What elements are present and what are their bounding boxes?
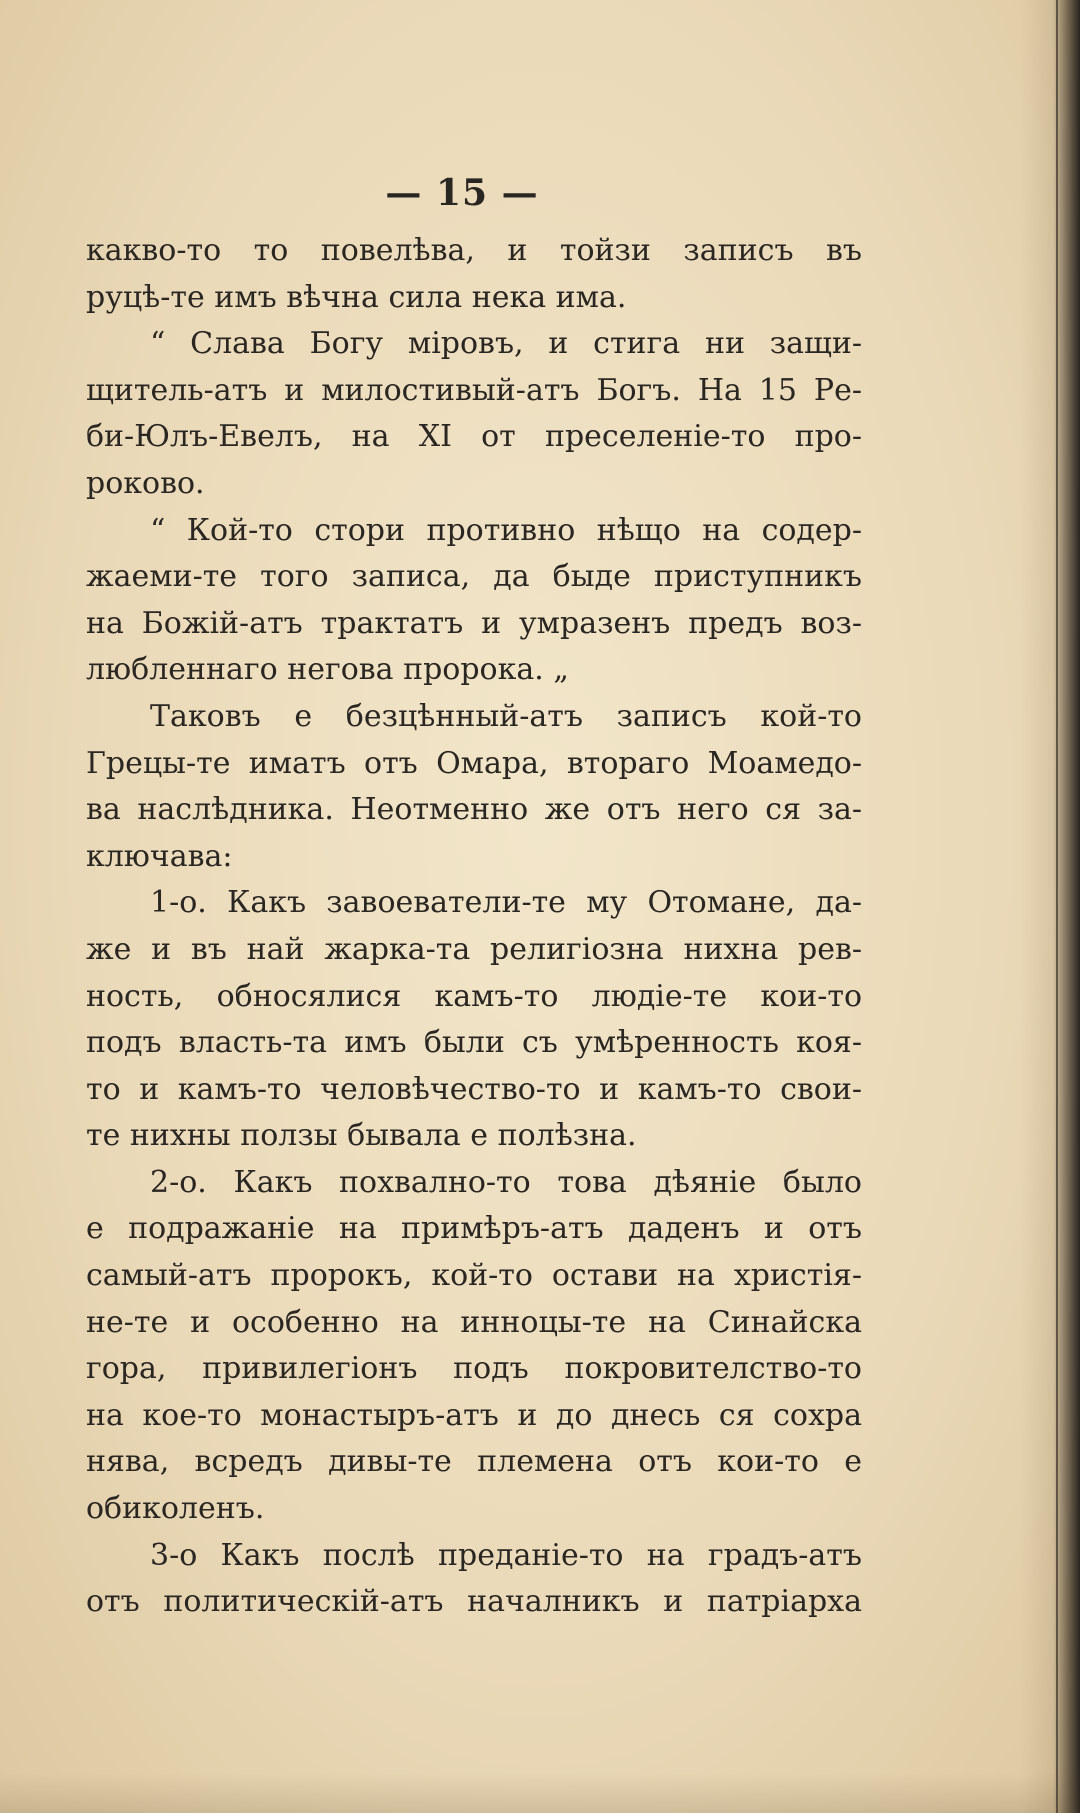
page-bottom-edge	[0, 1773, 1080, 1813]
page-number: — 15 —	[385, 172, 539, 214]
text-line: гора, привилегіонъ подъ покровителство-то	[86, 1351, 862, 1387]
text-line: на Божій-атъ трактатъ и умразенъ предъ воз-	[86, 605, 862, 641]
text-line: же и въ най жарка-та религіозна нихна рев-	[86, 931, 862, 967]
text-line: жаеми-те того записа, да быде приступникъ	[86, 559, 862, 595]
text-line: обиколенъ.	[86, 1491, 265, 1527]
text-line: какво-то то повелѣва, и тойзи записъ въ	[86, 233, 862, 268]
text-line: Таковъ е безцѣнный-атъ записъ кой-то	[150, 698, 862, 734]
text-line: 2-о. Какъ похвално-то това дѣяніе было	[150, 1164, 862, 1200]
text-line: би-Юлъ-Евелъ, на XI от преселеніе-то про-	[86, 419, 862, 455]
text-line: “ Кой-то стори противно нѣщо на содер-	[150, 512, 862, 548]
text-line: 3-о Какъ послѣ преданіе-то на градъ-атъ	[150, 1537, 862, 1573]
text-line: то и камъ-то человѣчество-то и камъ-то свои-	[86, 1071, 862, 1107]
text-line: те нихны ползы бывала е полѣзна.	[86, 1118, 637, 1154]
text-line: ва наслѣдника. Неотменно же отъ него ся за-	[86, 792, 862, 828]
text-line: ность, обносялися камъ-то людіе-те кои-то	[86, 978, 862, 1014]
text-line: подъ власть-та имъ были съ умѣренность коя-	[86, 1025, 862, 1061]
text-line: ключава:	[86, 838, 233, 874]
text-line: е подражаніе на примѣръ-атъ даденъ и отъ	[86, 1211, 862, 1247]
text-line: щитель-атъ и милостивый-атъ Богъ. На 15 Ре-	[86, 372, 862, 408]
text-line: нява, всредъ дивы-те племена отъ кои-то е	[86, 1444, 862, 1480]
text-line: любленнаго негова пророка. „	[86, 652, 569, 688]
body-text	[86, 228, 862, 1626]
text-line: Грецы-те иматъ отъ Омара, втораго Моамедо-	[86, 745, 862, 781]
gutter-line	[1056, 0, 1058, 1813]
text-line: “ Слава Богу міровъ, и стига ни защи-	[150, 326, 862, 362]
text-line: на кое-то монастыръ-атъ и до днесь ся сохра	[86, 1397, 862, 1433]
text-line: самый-атъ пророкъ, кой-то остави на христія-	[86, 1258, 862, 1294]
text-line: 1-о. Какъ завоеватели-те му Отомане, да-	[150, 885, 862, 921]
gutter-shadow	[1020, 0, 1080, 1813]
text-line: отъ политическій-атъ началникъ и патріарха	[86, 1584, 862, 1620]
text-line: не-те и особенно на инноцы-те на Синайска	[86, 1304, 862, 1340]
text-line: роково.	[86, 465, 205, 501]
text-line: руцѣ-те имъ вѣчна сила нека има.	[86, 279, 627, 315]
